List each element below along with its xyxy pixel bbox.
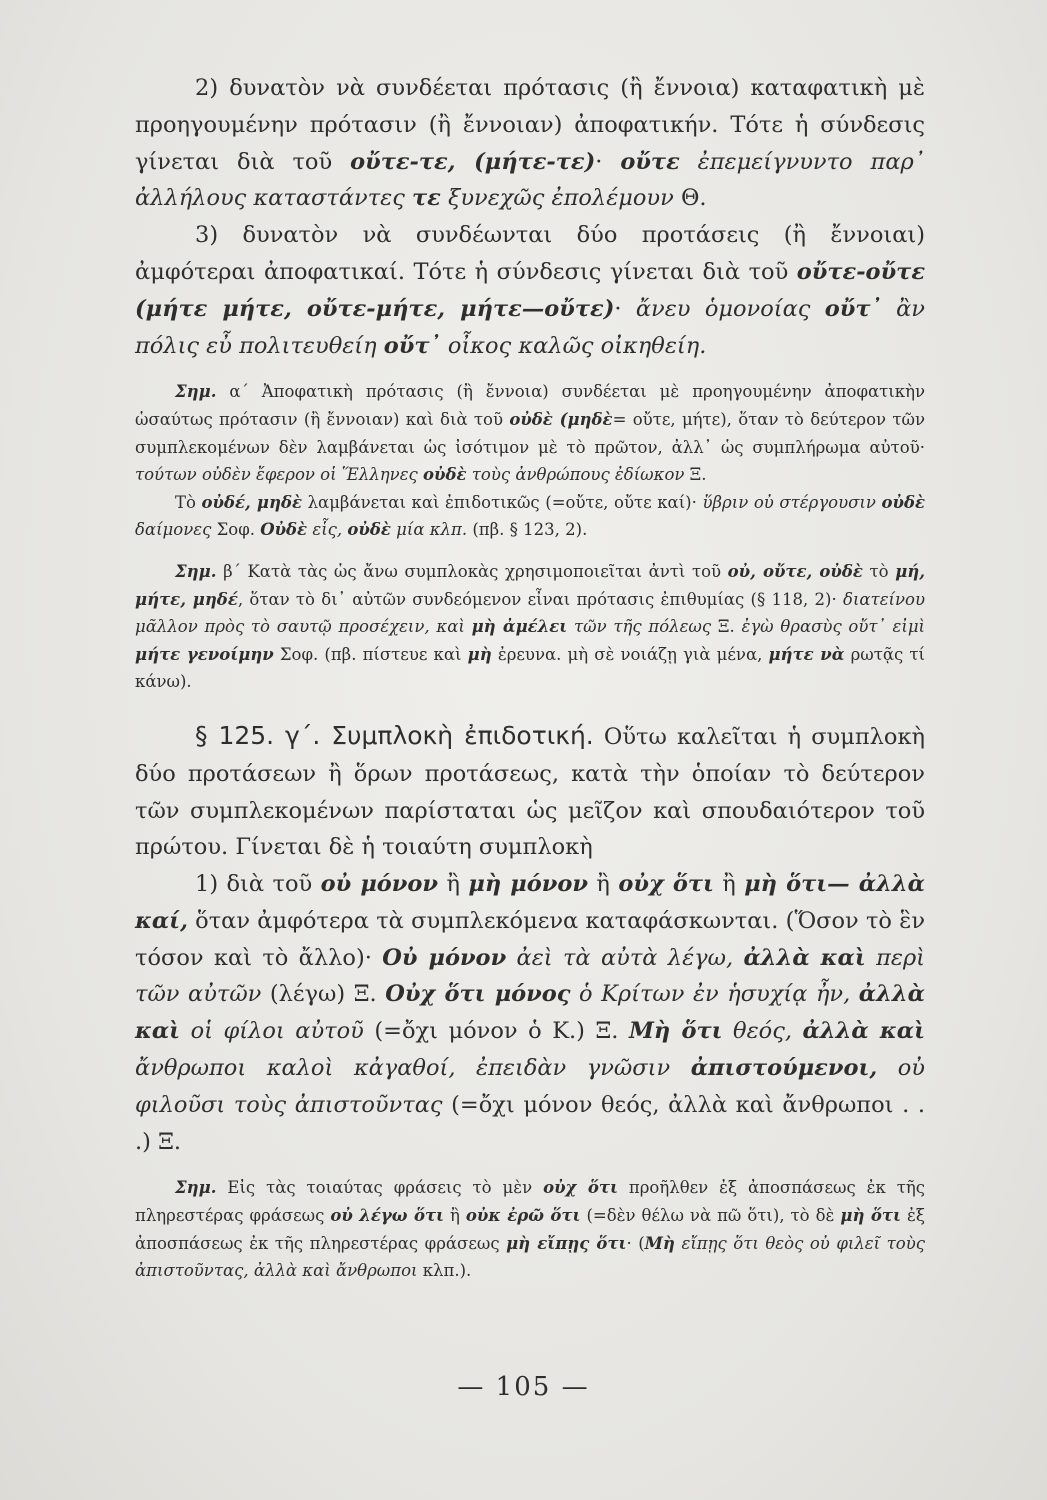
page-body <box>135 70 925 1285</box>
paragraph-3: 3) δυνατὸν νὰ συνδέωνται δύο προτάσεις (ἢ ἔννοιαι) ἀμφότεραι ἀποφατικαί. Τότε ἡ σύνδεσις γίνεται διὰ τοῦ οὔτε-οὔτε (μήτε μήτε, οὔτε-μήτε, μήτε—οὔτε)· ἄνευ ὁμονοίας οὔτ᾽ ἂν πόλις εὖ πολιτευθείη οὔτ᾽ οἶκος καλῶς οἰκηθείη. <box>135 222 925 359</box>
note-alpha: Σημ. α΄ Ἀποφατικὴ πρότασις (ἢ ἔννοια) συνδέεται μὲ προηγουμένην ἀποφατικὴν ὡσαύτως πρότασιν (ἢ ἔννοιαν) καὶ διὰ τοῦ οὐδὲ (μηδὲ= οὔτε, μήτε), ὅταν τὸ δεύτερον τῶν συμπλεκομένων δὲν λαμβάνεται ὡς ἰσότιμον μὲ τὸ πρῶτον, ἀλλ᾽ ὡς συμπλήρωμα αὐτοῦ· τούτων οὐδὲν ἔφερον οἱ Ἕλληνες οὐδὲ τοὺς ἀνθρώπους ἐδίωκον Ξ. Τὸ οὐδέ, μηδὲ λαμβάνεται καὶ ἐπιδοτικῶς (=οὔτε, οὔτε καί)· ὕβριν οὐ στέργουσιν οὐδὲ δαίμονες Σοφ. Οὐδὲ εἷς, οὐδὲ μία κλπ. (πβ. § 123, 2). <box>135 382 926 540</box>
note-label: Σημ. <box>175 1178 217 1198</box>
note-label: Σημ. <box>175 382 217 402</box>
section-125: § 125. γ΄. Συμπλοκὴ ἐπιδοτική. Οὕτω καλεῖται ἡ συμπλοκὴ δύο προτάσεων ἢ ὅρων προτάσεως, κατὰ τὴν ὁποίαν τὸ δεύτερον τῶν συμπλεκομένων παρίσταται ὡς μεῖζον καὶ σπουδαιότερον τοῦ πρώτου. Γίνεται δὲ ἡ τοιαύτη συμπλοκὴ 1) διὰ τοῦ οὐ μόνον ἢ μὴ μόνον ἢ οὐχ ὅτι ἢ μὴ ὅτι— ἀλλὰ καί, ὅταν ἀμφότερα τὰ συμπλεκόμενα καταφάσκωνται. (Ὅσον τὸ ἓν τόσον καὶ τὸ ἄλλο)· Οὐ μόνον ἀεὶ τὰ αὐτὰ λέγω, ἀλλὰ καὶ περὶ τῶν αὐτῶν (λέγω) Ξ. Οὐχ ὅτι μόνος ὁ Κρίτων ἐν ἡσυχίᾳ ἦν, ἀλλὰ καὶ οἱ φίλοι αὐτοῦ (=ὄχι μόνον ὁ Κ.) Ξ. Μὴ ὅτι θεός, ἀλλὰ καὶ ἄνθρωποι καλοὶ κἀγαθοί, ἐπειδὰν γνῶσιν ἀπιστούμενοι, οὐ φιλοῦσι τοὺς ἀπιστοῦντας (=ὄχι μόνον θεός, ἀλλὰ καὶ ἄνθρωποι . . .) Ξ. <box>135 720 925 1155</box>
paragraph-2: 2) δυνατὸν νὰ συνδέεται πρότασις (ἢ ἔννοια) καταφατικὴ μὲ προηγουμένην πρότασιν (ἢ ἔννοιαν) ἀποφατικήν. Τότε ἡ σύνδεσις γίνεται διὰ τοῦ οὔτε-τε, (μήτε-τε)· οὔτε ἐπεμείγνυντο παρ᾽ ἀλλήλους καταστάντες τε ξυνεχῶς ἐπολέμουν Θ. <box>135 75 925 212</box>
note-beta: Σημ. β΄ Κατὰ τὰς ὡς ἄνω συμπλοκὰς χρησιμοποιεῖται ἀντὶ τοῦ οὐ, οὔτε, οὐδὲ τὸ μή, μήτε, μηδέ, ὅταν τὸ δι᾽ αὐτῶν συνδεόμενον εἶναι πρότασις ἐπιθυμίας (§ 118, 2)· διατείνου μᾶλλον πρὸς τὸ σαυτῷ προσέχειν, καὶ μὴ ἀμέλει τῶν τῆς πόλεως Ξ. ἐγὼ θρασὺς οὔτ᾽ εἰμὶ μήτε γενοίμην Σοφ. (πβ. πίστευε καὶ μὴ ἐρευνα. μὴ σὲ νοιάζῃ γιὰ μένα, μήτε νὰ ρωτᾷς τί κάνω). <box>135 561 926 692</box>
page-number: — 105 — <box>457 1372 590 1402</box>
note-label: Σημ. <box>175 561 217 581</box>
section-heading: § 125. γ΄. Συμπλοκὴ ἐπιδοτική. <box>195 720 594 750</box>
note-gamma: Σημ. Εἰς τὰς τοιαύτας φράσεις τὸ μὲν οὐχ ὅτι προῆλθεν ἐξ ἀποσπάσεως ἐκ τῆς πληρεστέρας φράσεως οὐ λέγω ὅτι ἢ οὐκ ἐρῶ ὅτι (=δὲν θέλω νὰ πῶ ὅτι), τὸ δὲ μὴ ὅτι ἐξ ἀποσπάσεως ἐκ τῆς πληρεστέρας φράσεως μὴ εἴπῃς ὅτι· (Μὴ εἴπῃς ὅτι θεὸς οὐ φιλεῖ τοὺς ἀπιστοῦντας, ἀλλὰ καὶ ἄνθρωποι κλπ.). <box>135 1178 925 1281</box>
